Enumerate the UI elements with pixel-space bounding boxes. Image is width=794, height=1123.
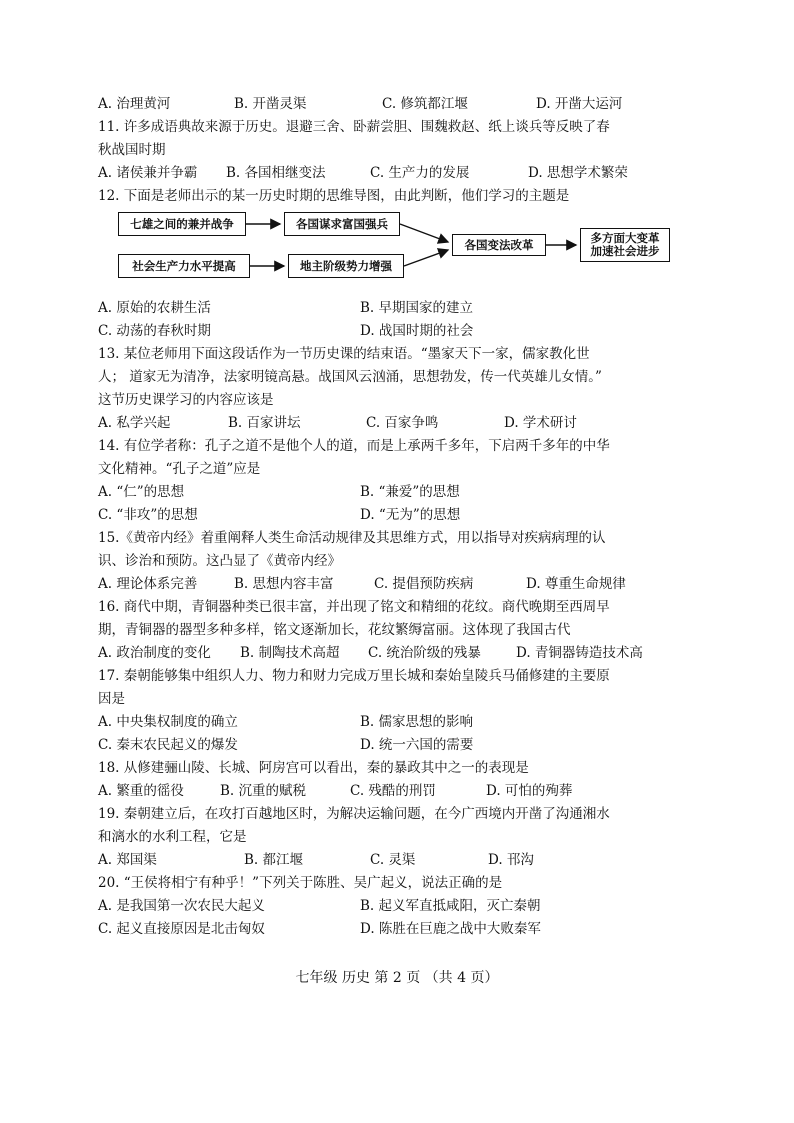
q10-options	[98, 93, 738, 115]
option-b: B. 制陶技术高超	[240, 645, 340, 661]
option-c: C. 提倡预防疾病	[374, 576, 474, 592]
q11-stem-line2: 秋战国时期	[98, 142, 166, 158]
option-a: A. 是我国第一次农民大起义	[98, 898, 265, 914]
option-c: C. 统治阶级的残暴	[368, 645, 481, 661]
q19-stem-line1: 19. 秦朝建立后，在攻打百越地区时，为解决运输问题，在今广西境内开凿了沟通湘水	[98, 806, 610, 822]
q16-stem-line1: 16. 商代中期，青铜器种类已很丰富，并出现了铭文和精细的花纹。商代晚期至西周早	[98, 599, 610, 615]
q11-stem-line1: 11. 许多成语典故来源于历史。退避三舍、卧薪尝胆、围魏救赵、纸上谈兵等反映了春	[98, 119, 610, 135]
option-a: A. 治理黄河	[98, 96, 171, 112]
mind-map-diagram	[118, 210, 678, 286]
q18-stem-line1: 18. 从修建骊山陵、长城、阿房宫可以看出，秦的暴政其中之一的表现是	[98, 760, 529, 776]
q13-options	[98, 412, 738, 434]
q20-options-row1	[98, 895, 738, 917]
option-a: A. 中央集权制度的确立	[98, 714, 238, 730]
option-d: D. 思想学术繁荣	[528, 165, 628, 181]
mindmap-box-wars: 七雄之间的兼并战争	[118, 212, 246, 236]
mindmap-box-change	[580, 228, 670, 262]
q16-stem-line2: 期，青铜器的器型多种多样，铭文逐渐加长，花纹繁缛富丽。这体现了我国古代	[98, 622, 571, 638]
option-b: B. 思想内容丰富	[234, 576, 334, 592]
option-d: D. 学术研讨	[504, 415, 577, 431]
option-d: D. 陈胜在巨鹿之战中大败秦军	[360, 921, 541, 937]
option-b: B. 沉重的赋税	[220, 783, 307, 799]
option-c: C. 修筑都江堰	[382, 96, 468, 112]
option-b: B. 开凿灵渠	[234, 96, 307, 112]
option-d: D. 邗沟	[488, 852, 534, 868]
option-a: A. 政治制度的变化	[98, 645, 211, 661]
q17-options-row2	[98, 734, 738, 756]
q13-stem-line1: 13. 某位老师用下面这段话作为一节历史课的结束语。“墨家天下一家，儒家教化世	[98, 346, 590, 362]
option-a: A. 理论体系完善	[98, 576, 198, 592]
q11-options	[98, 162, 738, 184]
q14-stem-line2: 文化精神。“孔子之道”应是	[98, 461, 261, 477]
option-b: B. “兼爱”的思想	[360, 484, 460, 500]
arrow-3	[400, 224, 448, 242]
q19-options	[98, 849, 738, 871]
q15-options	[98, 573, 738, 595]
option-b: B. 早期国家的建立	[360, 300, 474, 316]
mindmap-box-strengthen: 各国谋求富国强兵	[284, 212, 400, 236]
option-d: D. 尊重生命规律	[526, 576, 626, 592]
option-c: C. 灵渠	[370, 852, 416, 868]
arrow-4	[404, 250, 448, 266]
option-d: D. 青铜器铸造技术高	[516, 645, 643, 661]
option-c: C. 生产力的发展	[370, 165, 470, 181]
option-c: C. 起义直接原因是北击匈奴	[98, 921, 265, 937]
option-b: B. 儒家思想的影响	[360, 714, 474, 730]
option-b: B. 各国相继变法	[226, 165, 326, 181]
option-b: B. 起义军直抵咸阳，灭亡秦朝	[360, 898, 541, 914]
option-a: A. 私学兴起	[98, 415, 171, 431]
option-d: D. 开凿大运河	[536, 96, 623, 112]
option-a: A. 繁重的徭役	[98, 783, 184, 799]
option-d: D. “无为”的思想	[360, 507, 461, 523]
option-d: D. 统一六国的需要	[360, 737, 474, 753]
option-a: A. 原始的农耕生活	[98, 300, 211, 316]
option-c: C. 秦末农民起义的爆发	[98, 737, 238, 753]
q12-stem-line1: 12. 下面是老师出示的某一历史时期的思维导图，由此判断，他们学习的主题是	[98, 188, 570, 204]
option-a: A. “仁”的思想	[98, 484, 185, 500]
option-a: A. 郑国渠	[98, 852, 157, 868]
q12-options-row1	[98, 297, 738, 319]
mindmap-box-change-line1: 多方面大变革	[590, 231, 660, 245]
q20-stem-line1: 20. “王侯将相宁有种乎！”下列关于陈胜、吴广起义，说法正确的是	[98, 875, 503, 891]
option-c: C. 百家争鸣	[366, 415, 439, 431]
q14-options-row1	[98, 481, 738, 503]
q14-options-row2	[98, 504, 738, 526]
q16-options	[98, 642, 738, 664]
q17-stem-line1: 17. 秦朝能够集中组织人力、物力和财力完成万里长城和秦始皇陵兵马俑修建的主要原	[98, 668, 610, 684]
q17-stem-line2: 因是	[98, 691, 125, 707]
q18-options	[98, 780, 738, 802]
mindmap-box-change-line2: 加速社会进步	[590, 244, 660, 258]
option-b: B. 百家讲坛	[228, 415, 301, 431]
q15-stem-line2: 识、诊治和预防。这凸显了《黄帝内经》	[98, 553, 341, 569]
option-a: A. 诸侯兼并争霸	[98, 165, 198, 181]
mindmap-box-landlord: 地主阶级势力增强	[288, 254, 404, 278]
page-footer: 七年级 历史 第 2 页 （共 4 页）	[295, 970, 499, 986]
option-c: C. 残酷的刑罚	[350, 783, 436, 799]
q12-options-row2	[98, 320, 738, 342]
option-d: D. 可怕的殉葬	[486, 783, 573, 799]
q17-options-row1	[98, 711, 738, 733]
q14-stem-line1: 14. 有位学者称：孔子之道不是他个人的道，而是上承两千多年，下启两千多年的中华	[98, 438, 610, 454]
q19-stem-line2: 和漓水的水利工程，它是	[98, 829, 247, 845]
option-c: C. 动荡的春秋时期	[98, 323, 211, 339]
option-b: B. 都江堰	[244, 852, 304, 868]
q13-stem-line3: 这节历史课学习的内容应该是	[98, 392, 274, 408]
option-c: C. “非攻”的思想	[98, 507, 198, 523]
mindmap-box-reform: 各国变法改革	[452, 234, 546, 256]
q20-options-row2	[98, 918, 738, 940]
option-d: D. 战国时期的社会	[360, 323, 474, 339]
mindmap-box-productivity: 社会生产力水平提高	[118, 254, 250, 278]
q15-stem-line1: 15.《黄帝内经》着重阐释人类生命活动规律及其思维方式，用以指导对疾病病理的认	[98, 530, 606, 546]
q13-stem-line2: 人； 道家无为清净，法家明镜高悬。战国风云汹涌，思想勃发，传一代英雄儿女情。”	[98, 369, 602, 385]
